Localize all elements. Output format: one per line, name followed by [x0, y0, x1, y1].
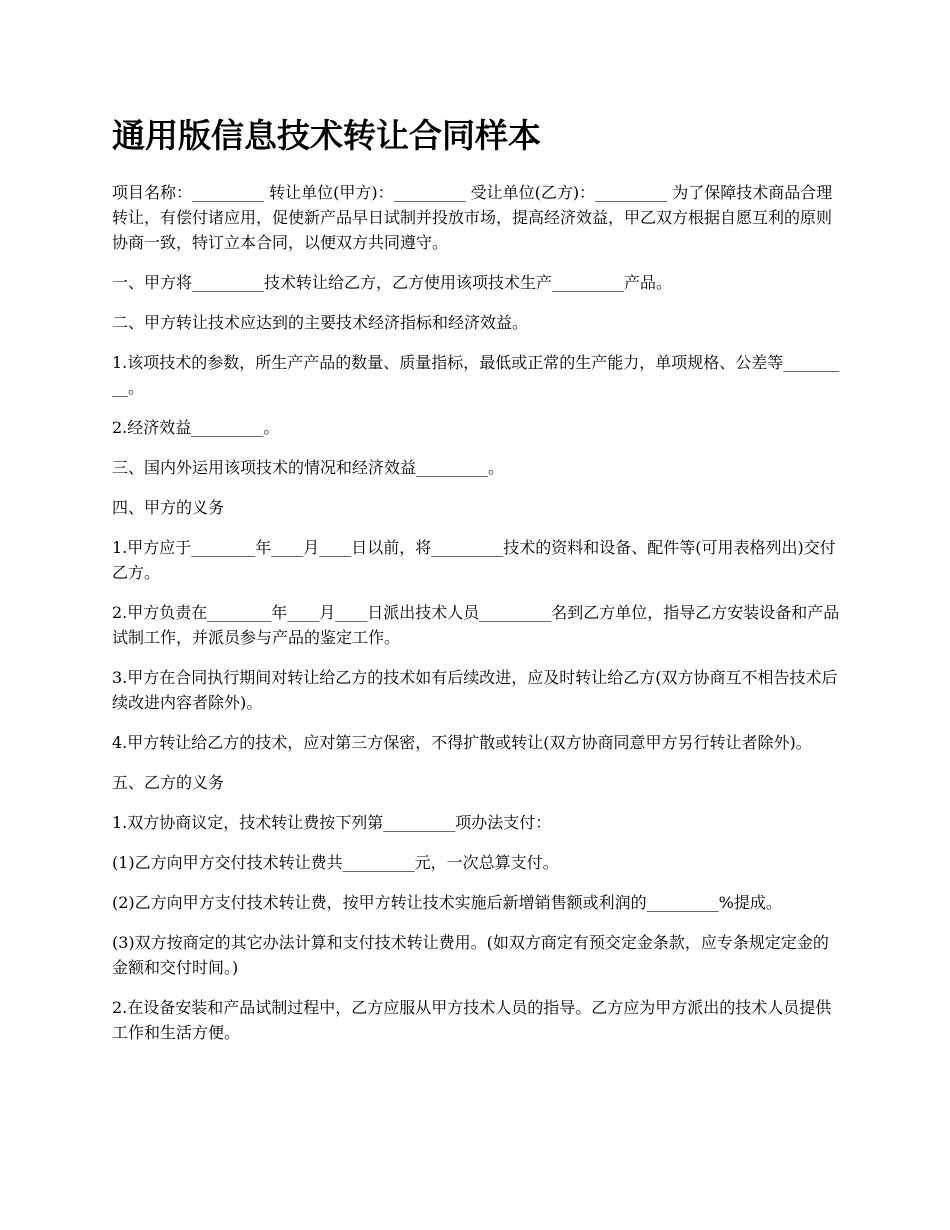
paragraph-4-3: 3.甲方在合同执行期间对转让给乙方的技术如有后续改进，应及时转让给乙方(双方协商互不相告技术后续改进内容者除外)。	[112, 668, 838, 712]
paragraph-section-1: 一、甲方将_________技术转让给乙方，乙方使用该项技术生产_________产品。	[112, 273, 673, 292]
paragraph-4-2: 2.甲方负责在________年____月____日派出技术人员_________名到乙方单位，指导乙方安装设备和产品试制工作，并派员参与产品的鉴定工作。	[112, 603, 840, 647]
paragraph-section-2: 二、甲方转让技术应达到的主要技术经济指标和经济效益。	[112, 313, 529, 332]
document-title: 通用版信息技术转让合同样本	[112, 116, 541, 155]
paragraph-section-4: 四、甲方的义务	[112, 498, 225, 517]
document-body	[112, 180, 840, 1060]
paragraph-4-1: 1.甲方应于________年____月____日以前，将_________技术的资料和设备、配件等(可用表格列出)交付乙方。	[112, 538, 836, 582]
paragraph-5-1-b: (2)乙方向甲方支付技术转让费，按甲方转让技术实施后新增销售额或利润的_________%提成。	[112, 893, 782, 912]
paragraph-4-4: 4.甲方转让给乙方的技术，应对第三方保密，不得扩散或转让(双方协商同意甲方另行转让者除外)。	[112, 733, 812, 752]
paragraph-2-1: 1.该项技术的参数，所生产产品的数量、质量指标，最低或正常的生产能力，单项规格、公差等_________。	[112, 353, 840, 397]
paragraph-section-5: 五、乙方的义务	[112, 773, 225, 792]
paragraph-intro: 项目名称：_________ 转让单位(甲方)：_________ 受让单位(乙方)：_________ 为了保障技术商品合理转让，有偿付诸应用，促使新产品早日试制并投放市场，提高经济效益，甲乙双方根据自愿互利的原则协商一致，特订立本合同，以便双方共同遵守。	[112, 183, 833, 252]
paragraph-2-2: 2.经济效益_________。	[112, 418, 280, 437]
paragraph-5-1-c: (3)双方按商定的其它办法计算和支付技术转让费用。(如双方商定有预交定金条款，应专条规定定金的金额和交付时间。)	[112, 933, 829, 977]
paragraph-5-1: 1.双方协商议定，技术转让费按下列第_________项办法支付：	[112, 813, 552, 832]
paragraph-section-3: 三、国内外运用该项技术的情况和经济效益_________。	[112, 458, 505, 477]
paragraph-5-2: 2.在设备安装和产品试制过程中，乙方应服从甲方技术人员的指导。乙方应为甲方派出的技术人员提供工作和生活方便。	[112, 998, 832, 1042]
paragraph-5-1-a: (1)乙方向甲方交付技术转让费共_________元，一次总算支付。	[112, 853, 559, 872]
